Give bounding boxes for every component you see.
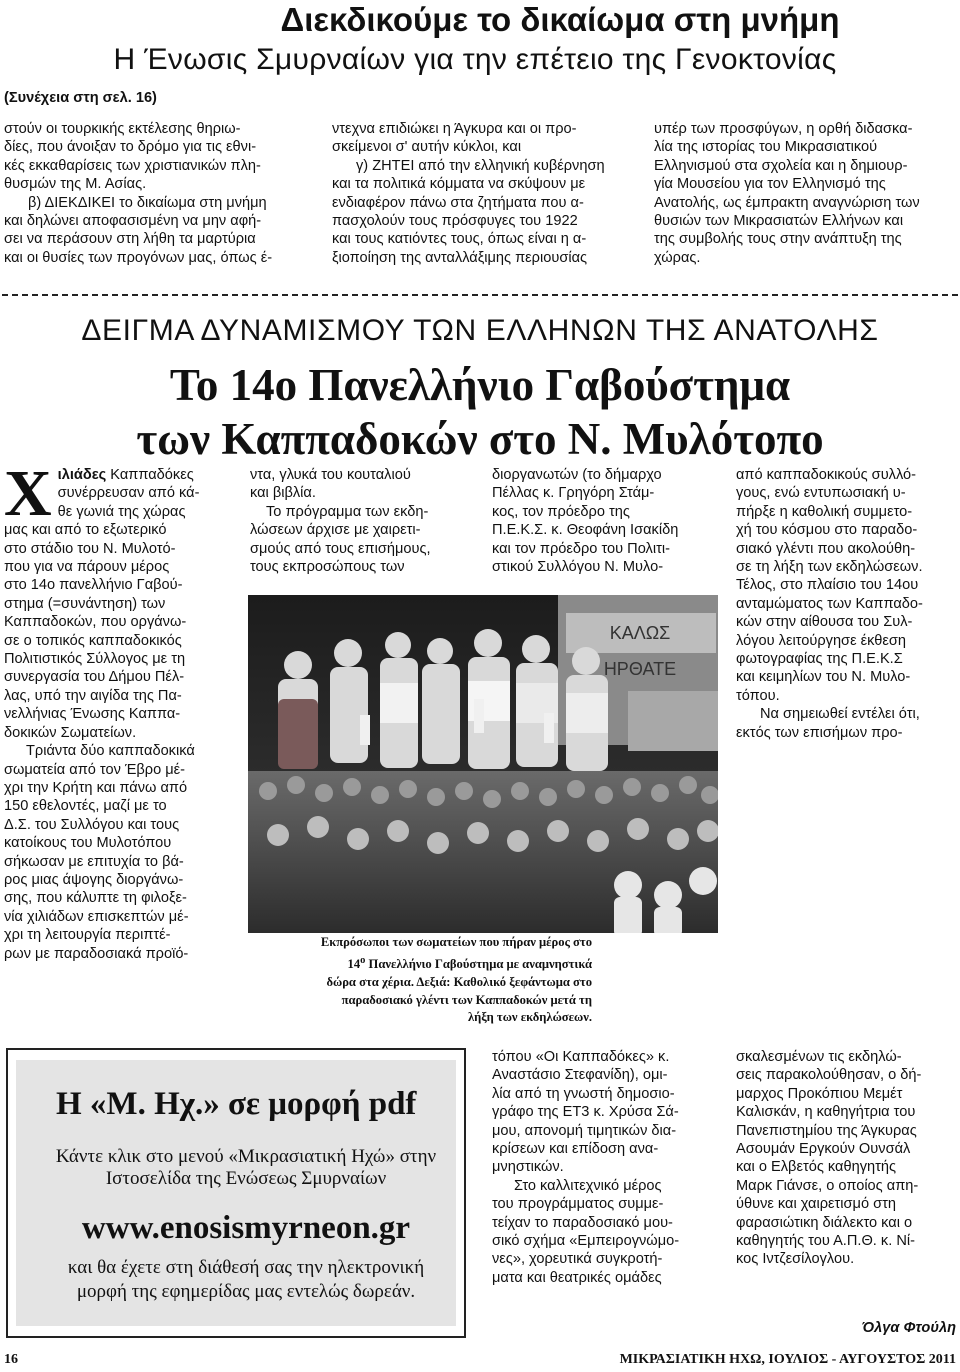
text-line: σιακό γλέντι που ακολούθη- [736, 540, 916, 557]
pdf-promo-line: και θα έχετε στη διάθεσή σας την ηλεκτρονική [67, 1257, 425, 1278]
text-line: Το πρόγραμμα των εκδη- [266, 503, 429, 520]
text-line: κρίσεων και επίδοση ανα- [492, 1141, 659, 1158]
pdf-promo-line: Ιστοσελίδα της Ενώσεως Σμυρναίων [105, 1168, 387, 1189]
text-line: Πέλλας κ. Γρηγόρη Στάμ- [492, 485, 655, 502]
text-line: νες», χορευτικά συγκροτή- [492, 1251, 663, 1268]
text-line: ύθυνε και χαιρετισμό στη [736, 1196, 897, 1213]
text-line: λόγου λειτούργησε έκθεση [736, 632, 906, 649]
issue-info: ΜΙΚΡΑΣΙΑΤΙΚΗ ΗΧΩ, ΙΟΥΛΙΟΣ - ΑΥΓΟΥΣΤΟΣ 2011 [619, 1352, 956, 1367]
pdf-promo-text [26, 1146, 466, 1190]
headline-line-2: των Καππαδοκών στο Ν. Μυλότοπο [136, 414, 824, 464]
caption-number: 14 [347, 956, 361, 971]
text-line: και τον πρόεδρο του Πολιτι- [492, 540, 670, 557]
text-line: σωματεία από τον Έβρο μέ- [4, 761, 186, 778]
text-line: Ασουμάν Εργκούν Ουνσάλ [736, 1141, 911, 1158]
text-line: ανταμώματος των Καππαδο- [736, 595, 923, 612]
text-line: Πολιτιστικός Σύλλογος με τη [4, 651, 186, 668]
page-number: 16 [4, 1352, 18, 1367]
top-column-3 [654, 120, 956, 267]
text-line: χή του κόσμου στο παραδο- [736, 522, 918, 539]
text-line: πήρξε η καθολική συμμετο- [736, 503, 913, 520]
text-line: χρι τη λειτουργία περιπτέ- [4, 927, 171, 944]
text-line: Τέλος, στο πλαίσιο του 14ου [736, 577, 919, 594]
article-column-2 [250, 466, 480, 576]
text-line: και ο Ελβετός καθηγητής [736, 1159, 897, 1176]
article-headline [40, 358, 920, 466]
text-line: ντα, γλυκά του κουταλιού [250, 467, 411, 483]
drop-cap: Χ [4, 457, 52, 530]
caption-line: δώρα στα χέρια. Δεξιά: Καθολικό ξεφάντωμα στο [326, 974, 592, 989]
text-line: θε γωνιά της χώρας [57, 503, 186, 520]
text-line: σει να περάσουν στη λήθη τα μαρτύρια [4, 231, 256, 248]
text-line: και δηλώνει αποφασισμένη να μην αφή- [4, 213, 262, 230]
text-line: στο 14ο πανελλήνιο Γαβού- [4, 577, 183, 594]
text-line: μας και από το εξωτερικό [4, 522, 167, 539]
text-line: λας, υπό την αιγίδα της Πα- [4, 687, 182, 704]
text-line: σμούς από τους επισήμους, [250, 540, 431, 557]
text-line: μου, απονομή τιμητικών δια- [492, 1122, 677, 1139]
text-line: και τα πολιτικά κόμματα να σκύψουν με [332, 176, 586, 193]
lead-rest: Καππαδόκες [106, 467, 194, 483]
pdf-promo-box [6, 1048, 466, 1338]
article-author: Όλγα Φτούλη [861, 1320, 956, 1336]
text-line: τόπου «Οι Καππαδόκες» κ. [492, 1049, 670, 1065]
text-line: μαρχος Προκόπιου Μεμέτ [736, 1085, 903, 1102]
banner-text-2: ΗΡΘΑΤΕ [603, 659, 677, 679]
text-line: δίες, που άνοιξαν το δρόμο για τις εθνι- [4, 139, 257, 156]
pdf-promo-line: Κάντε κλικ στο μενού «Μικρασιατική Ηχώ» στην [55, 1146, 437, 1167]
top-headline: Διεκδικούμε το δικαίωμα στη μνήμη [280, 1, 840, 38]
text-line: Καππαδοκών, που οργάνω- [4, 614, 187, 631]
pdf-promo-panel [16, 1060, 456, 1326]
pdf-promo-url-link[interactable]: www.enosismyrneon.gr [81, 1210, 411, 1246]
text-line: κές εκκαθαρίσεις των χριστιανικών πλη- [4, 157, 261, 174]
section-divider [2, 294, 958, 296]
text-line: συνέρρευσαν από κά- [57, 485, 200, 502]
text-line: στο στάδιο του Ν. Μυλοτό- [4, 540, 176, 557]
text-line: τόπου. [736, 687, 780, 704]
text-line: γους, ενώ εντυπωσιακή υ- [736, 485, 906, 502]
text-line: ντεχνα επιδιώκει η Άγκυρα και οι προ- [332, 121, 577, 137]
text-line: λία της ιστορίας του Μικρασιατικού [654, 139, 878, 156]
continued-note: (Συνέχεια στη σελ. 16) [4, 90, 157, 106]
photo-caption [250, 934, 592, 1027]
text-line: κατοίκους του Μυλοτόπου [4, 835, 172, 852]
text-line: κος, τον πρόεδρο της [492, 503, 630, 520]
text-line: του προγράμματος συμμε- [492, 1196, 664, 1213]
text-line: από καππαδοκικούς συλλό- [736, 467, 917, 483]
text-line: Τριάντα δύο καππαδοκικά [26, 743, 195, 760]
text-line: θυσμών της Μ. Ασίας. [4, 176, 147, 193]
caption-line [250, 952, 592, 974]
text-line: σκείμενοι σ' αυτήν κύκλοι, και [332, 139, 522, 156]
text-line: γ) ΖΗΤΕΙ από την ελληνική κυβέρνηση [356, 157, 605, 174]
text-line: λώσεων άρχισε με χαιρετι- [250, 522, 421, 539]
article-column-3-bottom [492, 1048, 722, 1287]
text-line: Καλισκάν, η καθηγήτρια του [736, 1104, 916, 1121]
article-column-1 [4, 457, 240, 963]
text-line: Μαρκ Γιάνσε, ο οποίος απη- [736, 1177, 919, 1194]
text-line: της συμβολής τους στην ανάπτυξη της [654, 231, 902, 248]
text-line: στούν οι τουρκικής εκτέλεσης θηριω- [4, 121, 241, 137]
article-column-3 [492, 466, 722, 576]
text-line: και τους κατιόντες τους, όπως είναι η α- [332, 231, 587, 248]
text-line: ρος μιας άψογης διοργάνω- [4, 871, 184, 888]
text-line: μνηστικών. [492, 1159, 564, 1176]
text-line: και κειμηλίων του Ν. Μυλο- [736, 669, 911, 686]
text-line: σεις παρακολούθησαν, ο δή- [736, 1067, 922, 1084]
text-line: κών στην αίθουσα του Συλ- [736, 614, 913, 631]
text-line: και οι θυσίες των προγόνων μας, όπως έ- [4, 249, 273, 266]
text-line: συνεργασία του Δήμου Πέλ- [4, 669, 185, 686]
pdf-promo-title: Η «Μ. Ηχ.» σε μορφή pdf [56, 1086, 417, 1122]
text-line: σε ο τοπικός καππαδοκικός [4, 632, 182, 649]
caption-line: Εκπρόσωποι των σωματείων που πήραν μέρος στο [320, 935, 592, 949]
pdf-promo-footer [26, 1256, 466, 1304]
caption-line: λήξη των εκδηλώσεων. [467, 1010, 592, 1025]
caption-superscript: ο [360, 954, 366, 966]
lead-bold: ιλιάδες [57, 467, 107, 483]
text-line: κος Ιντζεσίλογλου. [736, 1251, 855, 1268]
text-line: δοκικών Σωματείων. [4, 724, 137, 741]
text-line: σικό σχήμα «Εμπειρογνώμο- [492, 1233, 680, 1250]
text-line: στημα (=συνάντηση) των [4, 595, 166, 612]
text-line: νελλήνιας Ένωσης Καππα- [4, 706, 181, 723]
top-column-2 [332, 120, 632, 267]
text-line: ξιοποίηση της ανταλλάξιμης περιουσίας [332, 249, 588, 266]
text-line: διοργανωτών (το δήμαρχο [492, 467, 662, 483]
headline-line-1: Το 14ο Πανελλήνιο Γαβούστημα [169, 360, 791, 410]
text-line: χώρας. [654, 249, 701, 266]
text-line: γράφο της ΕΤ3 κ. Χρύσα Σά- [492, 1104, 679, 1121]
article-photo [248, 595, 718, 933]
text-line: σκαλεσμένων τις εκδηλώ- [736, 1049, 902, 1065]
text-line: β) ΔΙΕΚΔΙΚΕΙ το δικαίωμα στη μνήμη [28, 194, 267, 211]
top-column-1 [4, 120, 304, 267]
text-line: 150 εθελοντές, μαζί με το [4, 798, 167, 815]
text-line: θυσιών των Μικρασιατών Ελλήνων και [654, 213, 904, 230]
pdf-promo-line: μορφή της εφημερίδας μας εντελώς δωρεάν. [76, 1281, 416, 1302]
text-line: Π.Ε.Κ.Σ. κ. Θεοφάνη Ισακίδη [492, 522, 679, 539]
text-line: ματα και θεατρικές ομάδες [492, 1269, 662, 1286]
text-line: σης, που κάλυπτε τη φιλοξε- [4, 890, 187, 907]
text-line: Δ.Σ. του Συλλόγου και τους [4, 816, 180, 833]
text-line: ενδιαφέρον πάνω στα ζητήματα που α- [332, 194, 584, 211]
text-line: Να σημειωθεί εντέλει ότι, [760, 706, 920, 723]
article-column-4-bottom [736, 1048, 956, 1269]
text-line: Ανατολής, ως έμπρακτη αναγνώριση των [654, 194, 920, 211]
text-line: Αναστάσιο Στεφανίδη), ομι- [492, 1067, 668, 1084]
text-line: λία από τη γνωστή δημοσιο- [492, 1085, 675, 1102]
text-line: και βιβλία. [250, 485, 316, 502]
text-line: χρι την Κρήτη και πάνω από [4, 779, 188, 796]
text-line: Στο καλλιτεχνικό μέρος [514, 1177, 662, 1194]
text-line: Πανεπιστημίου της Άγκυρας [736, 1122, 917, 1139]
text-line: Ελληνισμού στα σχολεία και η δημιουρ- [654, 157, 908, 174]
text-line: γία Μουσείου για τον Ελληνισμό της [654, 176, 886, 193]
text-line: σήκωσαν με επιτυχία το βά- [4, 853, 184, 870]
text-line: σε τη λήξη των εκδηλώσεων. [736, 559, 923, 576]
text-line: που για να πάρουν μέρος [4, 559, 170, 576]
caption-text: Πανελλήνιο Γαβούστημα με αναμνηστικά [365, 956, 592, 971]
text-line: φωτογραφίας της Π.Ε.Κ.Σ [736, 651, 903, 668]
text-line: πασχολούν τους πρόσφυγες του 1922 [332, 213, 578, 230]
text-line: ρων με παραδοσιακά προϊό- [4, 945, 189, 962]
section-title: ΔΕΙΓΜΑ ΔΥΝΑΜΙΣΜΟΥ ΤΩΝ ΕΛΛΗΝΩΝ ΤΗΣ ΑΝΑΤΟΛΗΣ [81, 314, 879, 347]
text-line: στικού Συλλόγου Ν. Μυλο- [492, 559, 664, 576]
text-line: εκτός των επισήμων προ- [736, 724, 903, 741]
banner-text-1: ΚΑΛΩΣ [609, 623, 671, 643]
photo-illustration [248, 595, 718, 933]
text-line: καθηγητής του Α.Π.Θ. κ. Νί- [736, 1233, 915, 1250]
caption-line: παραδοσιακό γλέντι των Καππαδοκών μετά τη [341, 992, 592, 1007]
text-line: νία χιλιάδων επισκεπτών μέ- [4, 908, 189, 925]
article-column-4 [736, 466, 956, 742]
text-line: φαρασιώτικη διάλεκτο και ο [736, 1214, 913, 1231]
text-line: υπέρ των προσφύγων, η ορθή διδασκα- [654, 121, 913, 137]
text-line: τους εκπροσώπους των [250, 559, 405, 576]
text-line: τείχαν το παραδοσιακό μου- [492, 1214, 673, 1231]
top-subheadline: Η Ένωσις Σμυρναίων για την επέτειο της Γενοκτονίας [113, 43, 837, 76]
